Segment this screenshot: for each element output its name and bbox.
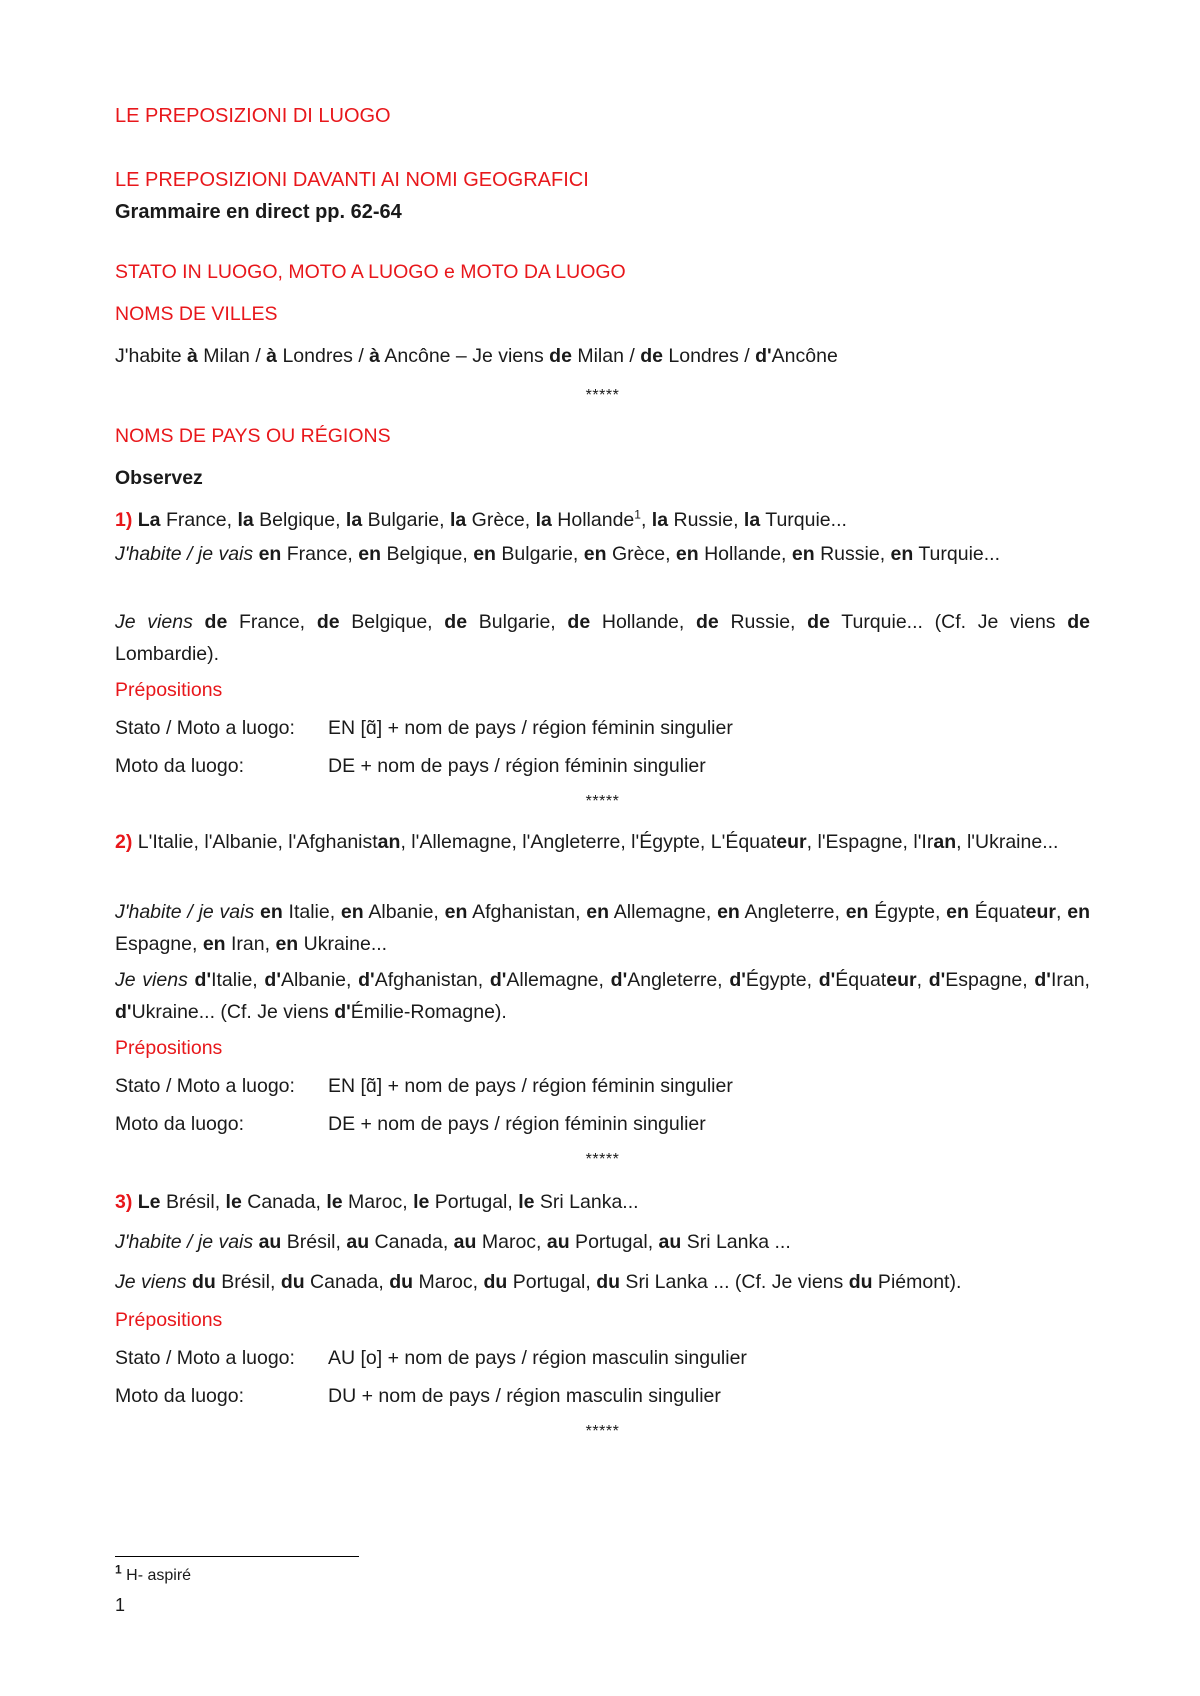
prepositions-label: Prépositions [115,679,223,701]
group3-habite: J'habite / je vais au Brésil, au Canada, au Maroc, au Portugal, au Sri Lanka ... [115,1231,791,1253]
group1-rule1: Stato / Moto a luogo: EN [ɑ̃] + nom de pays / région féminin singulier [115,717,733,739]
footnote-divider [115,1556,359,1557]
separator: ***** [585,387,620,404]
footnote-text: H- aspiré [126,1567,192,1584]
group2-viens: Je viens d'Italie, d'Albanie, d'Afghanistan, d'Allemagne, d'Angleterre, d'Égypte, d'Équateur, d'Espagne, d'Iran, d'Ukraine... (Cf. Je viens d'Émilie-Romagne). [115,969,1090,1023]
group3-rule1: Stato / Moto a luogo: AU [o] + nom de pays / région masculin singulier [115,1347,747,1369]
group2-rule1: Stato / Moto a luogo: EN [ɑ̃] + nom de pays / région féminin singulier [115,1075,733,1097]
group1-rule2: Moto da luogo: DE + nom de pays / région féminin singulier [115,755,706,777]
group3-list: 3) Le Brésil, le Canada, le Maroc, le Portugal, le Sri Lanka... [115,1191,639,1213]
observe-label: Observez [115,467,203,489]
group1-viens: Je viens de France, de Belgique, de Bulgarie, de Hollande, de Russie, de Turquie... (Cf. Je viens de Lombardie). [115,611,1091,665]
group2-list: 2) L'Italie, l'Albanie, l'Afghanistan, l'Allemagne, l'Angleterre, l'Égypte, L'Équateur, l'Espagne, l'Iran, l'Ukraine... [115,831,1059,853]
reference: Grammaire en direct pp. 62-64 [115,201,402,223]
group2-habite: J'habite / je vais en Italie, en Albanie, en Afghanistan, en Allemagne, en Angleterre, en Égypte, en Équateur, en Espagne, en Iran, en Ukraine... [115,901,1090,955]
group1-num: 1) [115,509,133,531]
pays-heading: NOMS DE PAYS OU RÉGIONS [115,425,391,447]
prepositions-label: Prépositions [115,1309,223,1331]
group3-viens: Je viens du Brésil, du Canada, du Maroc, du Portugal, du Sri Lanka ... (Cf. Je viens du Piémont). [115,1271,962,1293]
separator: ***** [585,793,620,810]
villes-example: J'habite à Milan / à Londres / à Ancône – Je viens de Milan / de Londres / d'Ancône [115,345,838,367]
section-heading: STATO IN LUOGO, MOTO A LUOGO e MOTO DA LUOGO [115,261,626,283]
group1-list: 1) La France, la Belgique, la Bulgarie, la Grèce, la Hollande$^1$, la Russie, la Turquie... [115,507,847,531]
group2-rule2: Moto da luogo: DE + nom de pays / région féminin singulier [115,1113,706,1135]
footnote-marker: 1 [115,1562,122,1577]
separator: ***** [585,1423,620,1440]
group3-rule2: Moto da luogo: DU + nom de pays / région masculin singulier [115,1385,721,1407]
main-title: LE PREPOSIZIONI DI LUOGO [115,105,391,127]
footnote [115,1562,192,1586]
villes-heading: NOMS DE VILLES [115,303,278,325]
page-number: 1 [115,1595,126,1615]
prepositions-label: Prépositions [115,1037,223,1059]
subtitle: LE PREPOSIZIONI DAVANTI AI NOMI GEOGRAFICI [115,169,589,191]
separator: ***** [585,1151,620,1168]
group1-habite: J'habite / je vais en France, en Belgique, en Bulgarie, en Grèce, en Hollande, en Russie, en Turquie... [115,543,1001,565]
